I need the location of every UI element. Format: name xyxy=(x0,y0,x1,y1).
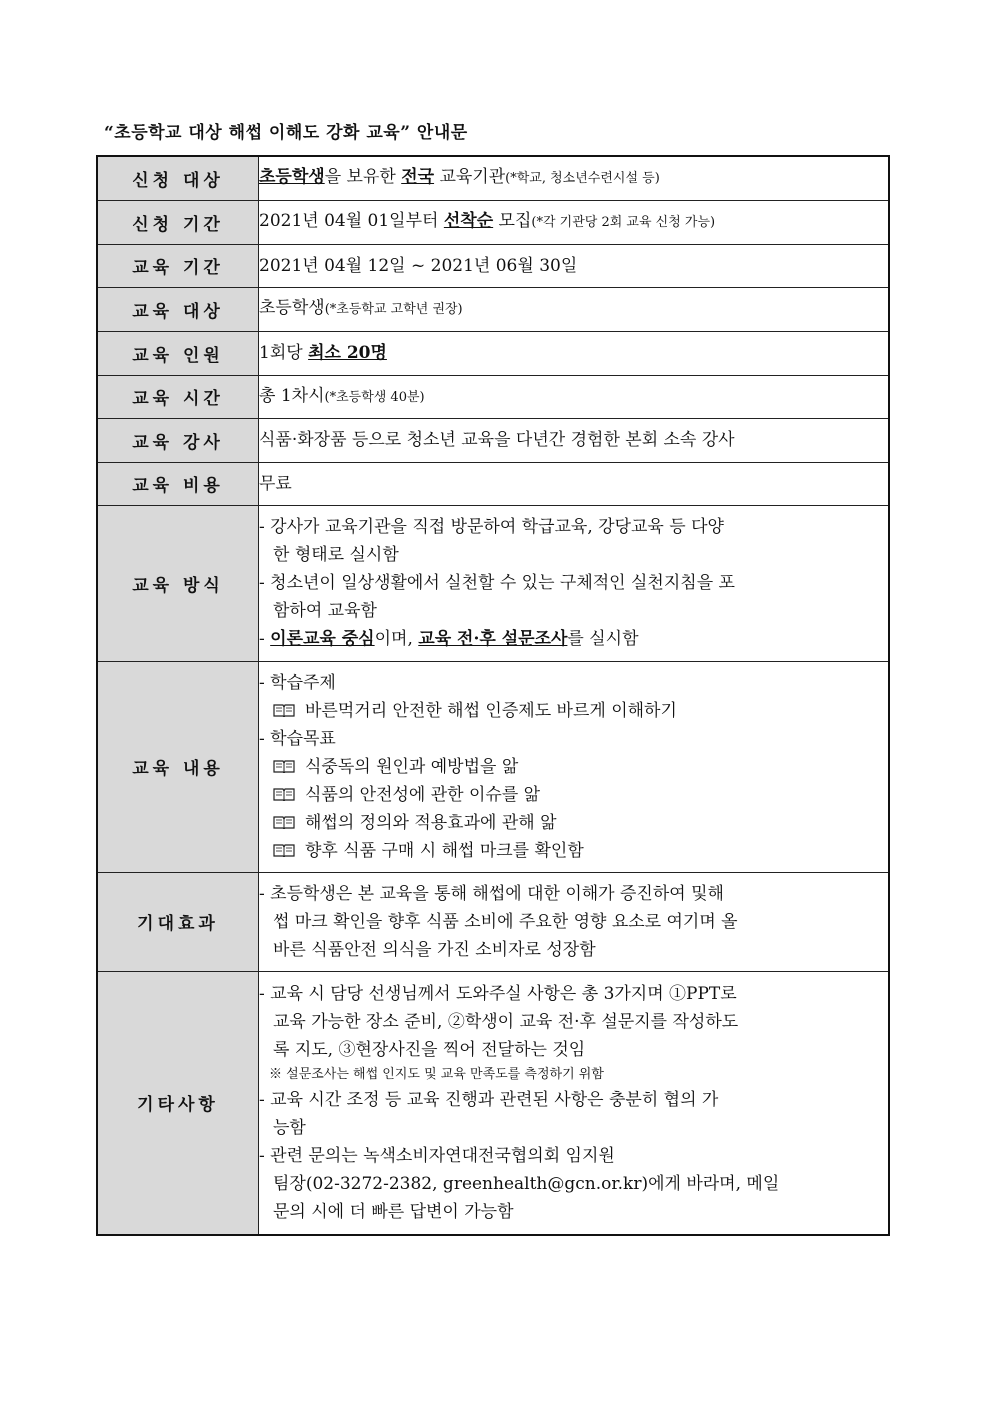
text: 을 보유한 xyxy=(324,167,402,188)
row-cost xyxy=(97,462,889,505)
method-line: 한 형태로 실시함 xyxy=(273,545,399,565)
row-target xyxy=(97,287,889,331)
etc-line: 교육 가능한 장소 준비, ②학생이 교육 전·후 설문지를 작성하도 xyxy=(273,1011,739,1032)
goal-item xyxy=(259,753,888,781)
text: 1회당 xyxy=(259,343,309,363)
note-small: (*각 기관당 2회 교육 신청 가능) xyxy=(531,215,716,230)
effect-line: 바른 식품안전 의식을 가진 소비자로 성장함 xyxy=(273,939,596,960)
open-book-icon xyxy=(273,815,295,829)
goal-text: 해썹의 정의와 적용효과에 관해 앎 xyxy=(305,812,557,833)
theme-text: 바른먹거리 안전한 해썹 인증제도 바르게 이해하기 xyxy=(305,700,677,721)
goal-heading: - 학습목표 xyxy=(259,728,336,749)
etc-line: 록 지도, ③현장사진을 찍어 전달하는 것임 xyxy=(273,1039,586,1060)
row-duration xyxy=(97,375,889,418)
label-target: 교육 대상 xyxy=(97,287,259,331)
goal-text: 향후 식품 구매 시 해썹 마크를 확인함 xyxy=(305,840,584,861)
method-line xyxy=(259,625,888,653)
goal-item xyxy=(259,781,888,809)
value-applicant xyxy=(259,156,890,200)
row-headcount xyxy=(97,331,889,375)
label-etc: 기타사항 xyxy=(97,971,259,1235)
etc-line: 능함 xyxy=(273,1117,306,1138)
text: 이며, xyxy=(374,629,419,649)
label-instructor: 교육 강사 xyxy=(97,418,259,462)
label-duration: 교육 시간 xyxy=(97,375,259,418)
dash: - xyxy=(259,629,271,649)
text: 교육기관 xyxy=(434,167,506,188)
method-line: 함하여 교육함 xyxy=(273,601,377,621)
value-content xyxy=(259,661,890,872)
row-instructor xyxy=(97,418,889,462)
open-book-icon xyxy=(273,703,295,717)
value-edu-period: 2021년 04월 12일 ~ 2021년 06월 30일 xyxy=(259,244,890,287)
note-small: (*초등학교 고학년 권장) xyxy=(324,302,463,317)
emph-first-come: 선착순 xyxy=(443,211,494,231)
value-headcount xyxy=(259,331,890,375)
row-content xyxy=(97,661,889,872)
value-effect xyxy=(259,872,890,971)
label-applicant: 신청 대상 xyxy=(97,156,259,200)
row-etc xyxy=(97,971,889,1235)
row-method xyxy=(97,505,889,661)
label-method: 교육 방식 xyxy=(97,505,259,661)
text: 총 1차시 xyxy=(259,385,325,406)
row-apply-period xyxy=(97,200,889,244)
emph-survey: 교육 전·후 설문조사 xyxy=(418,629,568,649)
value-method xyxy=(259,505,890,661)
open-book-icon xyxy=(273,759,295,773)
label-effect: 기대효과 xyxy=(97,872,259,971)
etc-line: - 교육 시 담당 선생님께서 도와주실 사항은 총 3가지며 ①PPT로 xyxy=(259,983,737,1004)
label-headcount: 교육 인원 xyxy=(97,331,259,375)
row-applicant xyxy=(97,156,889,200)
label-cost: 교육 비용 xyxy=(97,462,259,505)
etc-line: - 관련 문의는 녹색소비자연대전국협의회 임지원 xyxy=(259,1145,615,1166)
method-line: - 강사가 교육기관을 직접 방문하여 학급교육, 강당교육 등 다양 xyxy=(259,517,724,537)
goal-item xyxy=(259,837,888,865)
note-small: (*초등학생 40분) xyxy=(324,389,425,405)
contact-line: 팀장(02-3272-2382, greenhealth@gcn.or.kr)에게 바라며, 메일 xyxy=(273,1173,780,1194)
value-cost: 무료 xyxy=(259,462,890,505)
text: 를 실시함 xyxy=(567,629,639,649)
open-book-icon xyxy=(273,787,295,801)
goal-text: 식중독의 원인과 예방법을 앎 xyxy=(305,756,519,777)
label-apply-period: 신청 기간 xyxy=(97,200,259,244)
effect-line: - 초등학생은 본 교육을 통해 해썹에 대한 이해가 증진하여 및해 xyxy=(259,883,724,904)
method-line: - 청소년이 일상생활에서 실천할 수 있는 구체적인 실천지침을 포 xyxy=(259,573,735,593)
row-edu-period xyxy=(97,244,889,287)
etc-line: - 교육 시간 조정 등 교육 진행과 관련된 사항은 충분히 협의 가 xyxy=(259,1089,719,1110)
effect-line: 썹 마크 확인을 향후 식품 소비에 주요한 영향 요소로 여기며 올 xyxy=(273,911,738,932)
survey-note: ※ 설문조사는 해썹 인지도 및 교육 만족도를 측정하기 위함 xyxy=(269,1066,604,1082)
label-content: 교육 내용 xyxy=(97,661,259,872)
goal-item xyxy=(259,809,888,837)
open-book-icon xyxy=(273,843,295,857)
value-apply-period xyxy=(259,200,890,244)
info-table xyxy=(96,155,890,1236)
theme-item xyxy=(259,697,888,725)
value-duration xyxy=(259,375,890,418)
text: 초등학생 xyxy=(259,298,325,318)
emph-nationwide: 전국 xyxy=(401,167,435,188)
text: 모집 xyxy=(493,211,532,231)
emph-theory: 이론교육 중심 xyxy=(270,629,375,649)
etc-line: 문의 시에 더 빠른 답변이 가능함 xyxy=(273,1201,514,1222)
value-instructor: 식품·화장품 등으로 청소년 교육을 다년간 경험한 본회 소속 강사 xyxy=(259,418,890,462)
emph-min-20: 최소 20명 xyxy=(308,343,387,363)
label-edu-period: 교육 기간 xyxy=(97,244,259,287)
text: 2021년 04월 01일부터 xyxy=(259,211,444,231)
document-title: “초등학교 대상 해썹 이해도 강화 교육” 안내문 xyxy=(104,123,468,143)
goal-text: 식품의 안전성에 관한 이슈를 앎 xyxy=(305,784,541,805)
value-etc xyxy=(259,971,890,1235)
row-effect xyxy=(97,872,889,971)
theme-heading: - 학습주제 xyxy=(259,672,336,693)
note-small: (*학교, 청소년수련시설 등) xyxy=(505,171,660,187)
emph-elementary: 초등학생 xyxy=(259,167,325,188)
value-target xyxy=(259,287,890,331)
